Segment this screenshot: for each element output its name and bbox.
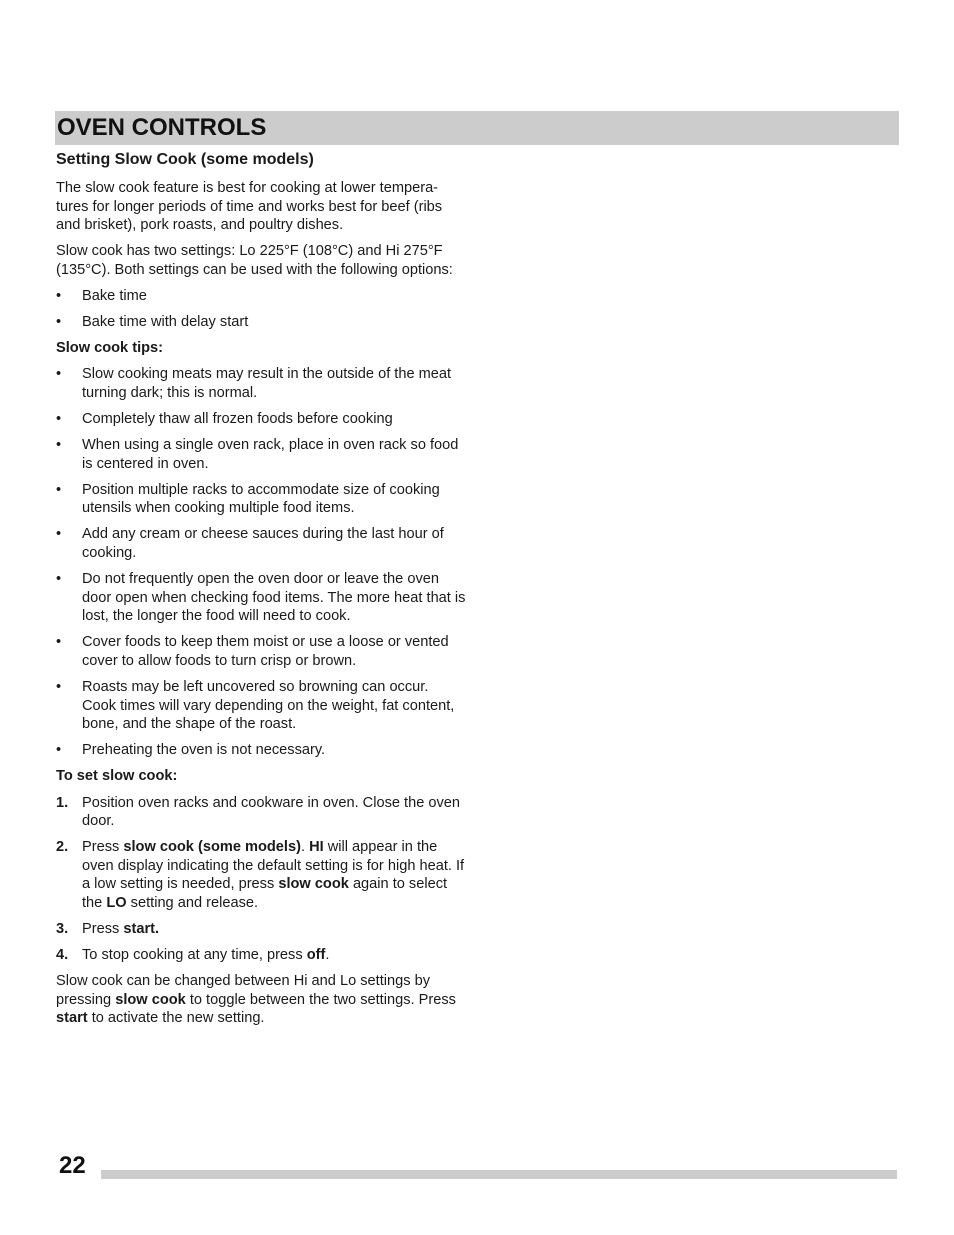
section-header-band	[55, 111, 899, 145]
tips-label: Slow cook tips:	[56, 340, 164, 357]
bullet-icon: •	[56, 571, 62, 588]
step-item-2: 2. Press slow cook (some models). HI will appear in the oven display indicating the default setting is for high heat. If a low setting is needed, press slow cook again to select the LO setting and release.	[56, 839, 465, 911]
settings-paragraph: Slow cook has two settings: Lo 225°F (108°C) and Hi 275°F (135°C). Both settings can be used with the following options:	[56, 243, 453, 278]
steps-list	[56, 794, 466, 965]
list-item: • Cover foods to keep them moist or use a loose or vented cover to allow foods to turn crisp or brown.	[56, 634, 449, 669]
bullet-icon: •	[56, 481, 62, 498]
bullet-icon: •	[56, 314, 62, 331]
step-number: 3.	[56, 921, 69, 938]
bullet-icon: •	[56, 287, 62, 304]
list-item: • Preheating the oven is not necessary.	[56, 742, 326, 759]
bullet-icon: •	[56, 437, 62, 454]
closing-paragraph: Slow cook can be changed between Hi and Lo settings by pressing slow cook to toggle between the two settings. Press start to activate the new setting.	[56, 973, 456, 1027]
step-item-4: 4. To stop cooking at any time, press off.	[56, 947, 330, 964]
list-item: • When using a single oven rack, place in oven rack so food is centered in oven.	[56, 437, 459, 472]
step-item-3: 3. Press start.	[56, 921, 160, 938]
bullet-icon: •	[56, 634, 62, 651]
steps-label: To set slow cook:	[56, 768, 178, 785]
list-item: • Completely thaw all frozen foods before cooking	[56, 410, 393, 427]
list-item: • Position multiple racks to accommodate size of cooking utensils when cooking multiple food items.	[56, 481, 440, 517]
list-item: • Bake time with delay start	[56, 314, 249, 331]
section-subheading: Setting Slow Cook (some models)	[56, 151, 314, 168]
step-number: 2.	[56, 839, 69, 856]
bullet-icon: •	[56, 679, 62, 696]
footer-rule	[101, 1170, 897, 1179]
list-item: • Do not frequently open the oven door or leave the oven door open when checking food items. The more heat that is lost, the longer the food will need to cook.	[56, 571, 466, 625]
page-number: 22	[59, 1152, 86, 1179]
step-number: 4.	[56, 947, 69, 964]
list-item: • Bake time	[56, 287, 147, 304]
list-item: • Slow cooking meats may result in the outside of the meat turning dark; this is normal.	[56, 366, 452, 401]
list-item: • Add any cream or cheese sauces during the last hour of cooking.	[56, 526, 444, 561]
step-number: 1.	[56, 794, 69, 811]
tips-list	[56, 365, 466, 760]
page-title: OVEN CONTROLS	[57, 114, 267, 141]
bullet-icon: •	[56, 366, 62, 383]
list-item: • Roasts may be left uncovered so browning can occur. Cook times will vary depending on the weight, fat content, bone, and the shape of the roast.	[56, 679, 455, 733]
bullet-icon: •	[56, 410, 62, 427]
bullet-icon: •	[56, 526, 62, 543]
main-content	[56, 150, 466, 1036]
bullet-icon: •	[56, 742, 62, 759]
intro-paragraph: The slow cook feature is best for cooking at lower tempera-tures for longer periods of time and works best for beef (ribs and brisket), pork roasts, and poultry dishes.	[56, 180, 443, 234]
options-list	[56, 287, 466, 332]
step-item-1: 1. Position oven racks and cookware in oven. Close the oven door.	[56, 794, 461, 830]
